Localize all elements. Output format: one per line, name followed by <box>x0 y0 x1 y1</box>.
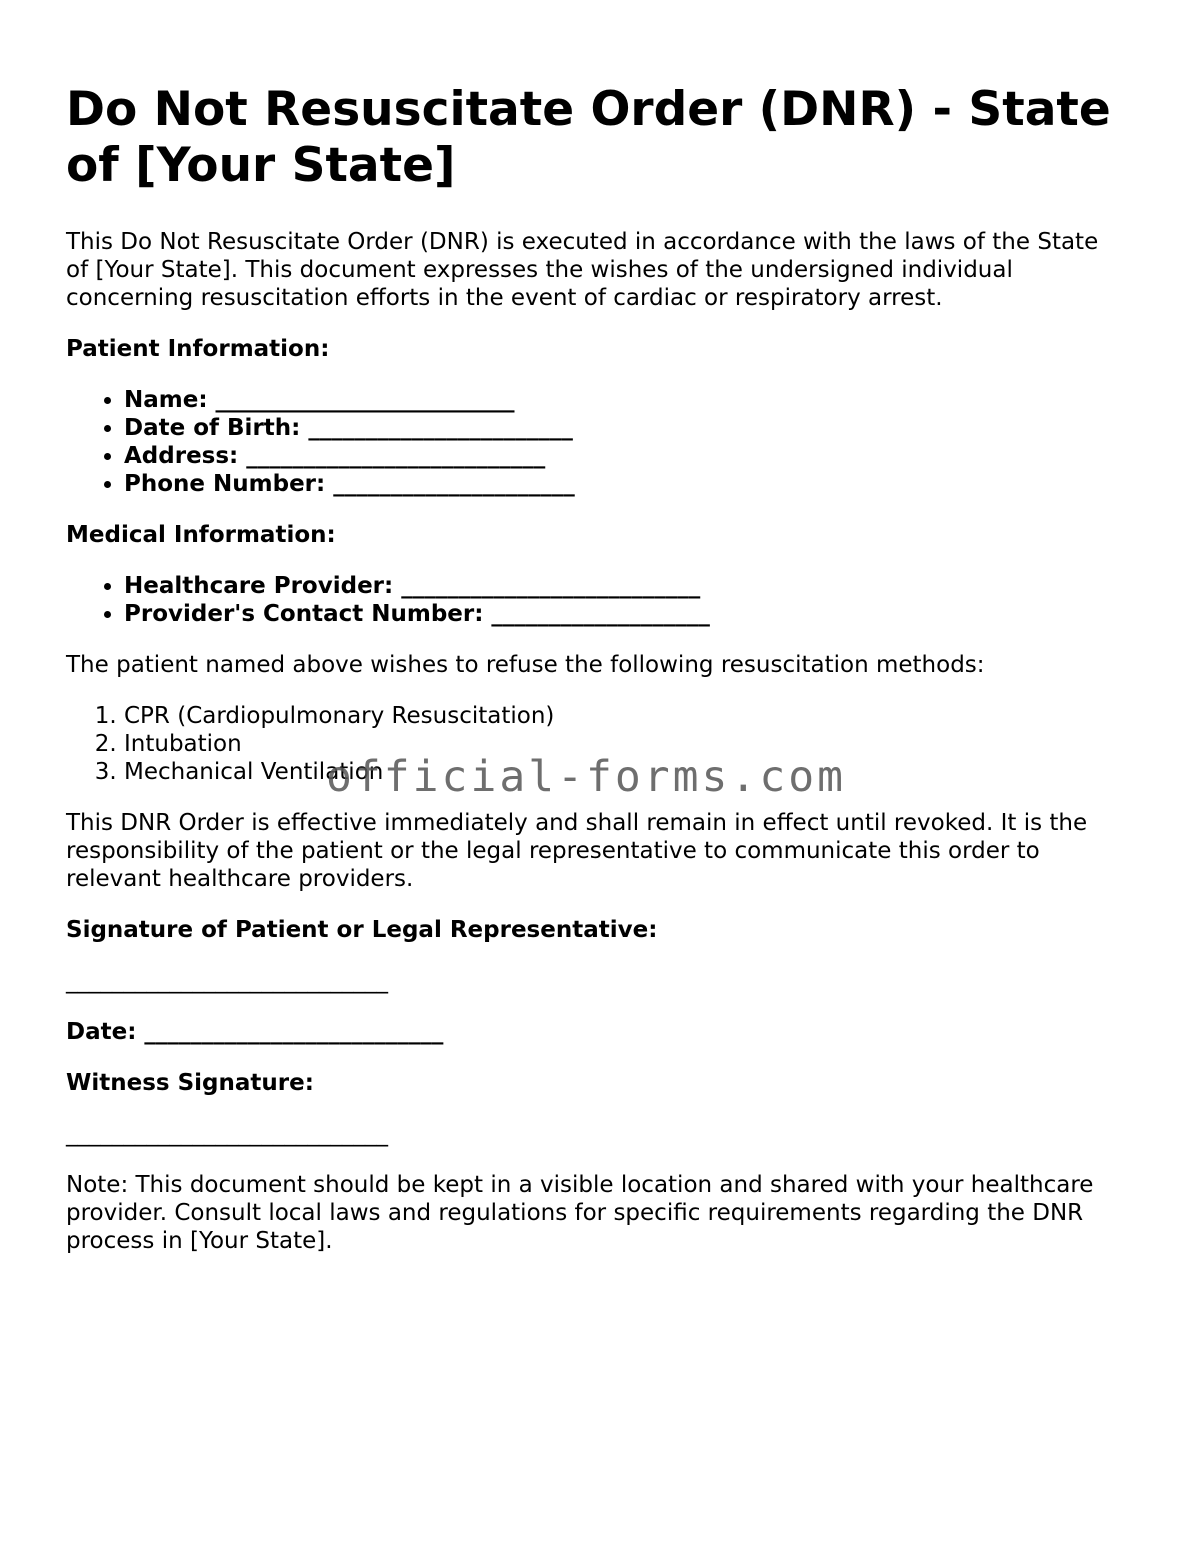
note-paragraph: Note: This document should be kept in a visible location and shared with your healthcare provider. Consult local laws and regulations for specific requirements regarding the DNR process in [Your State]. <box>66 1172 1094 1254</box>
witness-signature-line: ____________________________ <box>66 1121 388 1147</box>
method-item: 3. Mechanical Ventilation <box>124 758 1126 786</box>
signature-heading: Signature of Patient or Legal Representative: <box>66 917 658 943</box>
refusal-intro: The patient named above wishes to refuse the following resuscitation methods: <box>66 652 985 678</box>
intro-paragraph: This Do Not Resuscitate Order (DNR) is executed in accordance with the laws of the State of [Your State]. This document expresses the wishes of the undersigned individual concerning resuscitation efforts in the event of cardiac or respiratory arrest. <box>66 229 1099 311</box>
method-item: 2. Intubation <box>124 730 1126 758</box>
medical-info-heading: Medical Information: <box>66 522 336 548</box>
effective-paragraph: This DNR Order is effective immediately and shall remain in effect until revoked. It is the responsibility of the patient or the legal representative to communicate this order to relevant healthcare providers. <box>66 810 1088 892</box>
patient-info-list <box>66 386 1126 498</box>
date-line: Date: __________________________ <box>66 1019 444 1045</box>
patient-dob-field: • Date of Birth: _______________________ <box>124 414 1126 442</box>
method-item: 1. CPR (Cardiopulmonary Resuscitation) <box>124 702 1126 730</box>
document-page <box>66 82 1126 1278</box>
provider-contact-field: • Provider's Contact Number: ___________________ <box>124 600 1126 628</box>
medical-info-list <box>66 572 1126 628</box>
watermark: official-forms.com <box>326 752 846 802</box>
patient-phone-field: • Phone Number: _____________________ <box>124 470 1126 498</box>
document-title: Do Not Resuscitate Order (DNR) - State of [Your State] <box>66 82 1111 193</box>
healthcare-provider-field: • Healthcare Provider: __________________________ <box>124 572 1126 600</box>
witness-heading: Witness Signature: <box>66 1070 314 1096</box>
signature-line: ____________________________ <box>66 968 388 994</box>
patient-info-heading: Patient Information: <box>66 336 330 362</box>
patient-name-field: • Name: __________________________ <box>124 386 1126 414</box>
patient-address-field: • Address: __________________________ <box>124 442 1126 470</box>
